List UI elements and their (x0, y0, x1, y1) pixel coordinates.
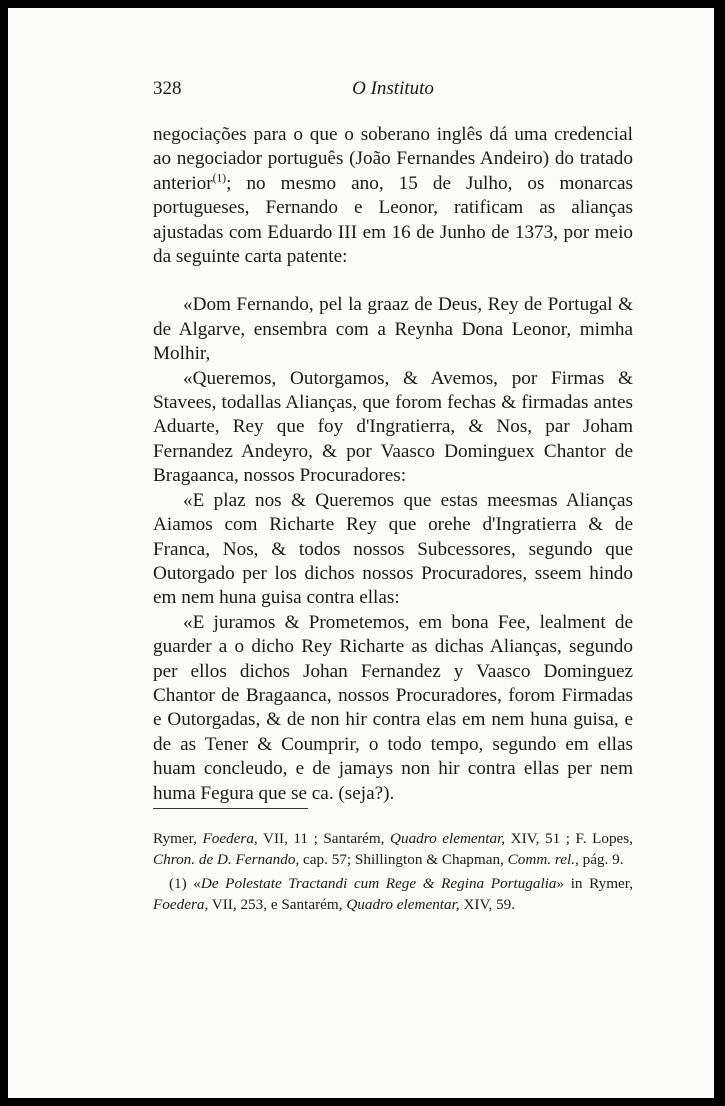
citation-text: cap. 57; Shillington & Chapman, (299, 851, 508, 868)
intro-text-after: ; no mesmo ano, 15 de Julho, os monarcas portugueses, Fernando e Leonor, ratificam as alianças ajustadas com Eduardo III em 16 de Junho de 1373, por meio da seguinte carta patente: (153, 172, 633, 268)
footnote-1 (153, 873, 633, 915)
page-header (153, 78, 633, 102)
footnote-text: VII, 253, e Santarém, (208, 896, 347, 913)
footnote-title: Quadro elementar, (346, 896, 460, 913)
citation-title: Quadro elementar, (390, 830, 506, 847)
footnote-mark: (1) (169, 875, 187, 892)
citation-text: pág. 9. (578, 851, 624, 868)
footnote-text: XIV, 59. (459, 896, 516, 913)
citation-title: Chron. de D. Fernando, (153, 851, 300, 868)
charter-quote-3: «E plaz nos & Queremos que estas meesmas Alianças Aiamos com Richarte Rey que orehe d'Ingratierra & de Franca, Nos, & todos nossos Subcessores, segundo que Outorgado per los dichos nossos Procuradores, sseem hindo em nem huna guisa contra ellas: (153, 489, 633, 609)
charter-quote-4: «E juramos & Prometemos, em bona Fee, lealment de guarder a o dicho Rey Richarte as dichas Alianças, segundo per ellos dichos Johan Fernandez y Vaasco Dominguez Chantor de Bragaanca, nossos Procuradores, forom Firmadas e Outorgadas, & de non hir contra elas em nem huna guisa, e de as Tener & Coumprir, o todo tempo, segundo em ellas huam concleudo, e de jamays non hir contra ellas per nem huma Fegura que se ca. (seja?). (153, 611, 633, 804)
document-page (8, 8, 714, 1098)
footnote-text: « (186, 875, 201, 892)
charter-quote-2: «Queremos, Outorgamos, & Avemos, por Firmas & Stavees, todallas Alianças, que forom fechas & firmadas antes Aduarte, Rey que foy d'Ingratierra, & Nos, par Joham Fernandez Andeyro, & por Vaasco Dominguex Chantor de Bragaanca, nossos Procuradores: (153, 367, 633, 487)
page-number: 328 (153, 78, 182, 99)
running-title: O Instituto (352, 78, 434, 99)
source-citation (153, 828, 633, 870)
footnote-divider (153, 808, 308, 809)
footnote-text: » in Rymer, (556, 875, 634, 892)
footnote-reference: (1) (212, 172, 227, 185)
footnotes (153, 828, 633, 915)
intro-text-before: negociações para o que o soberano inglês dá uma credencial ao negociador português (João Fernandes Andeiro) do tratado anterior (153, 124, 633, 194)
charter-quote-1: «Dom Fernando, pel la graaz de Deus, Rey de Portugal & de Algarve, ensembra com a Reynha Dona Leonor, mimha Molhir, (153, 294, 633, 365)
intro-paragraph (153, 123, 633, 269)
citation-title: Foedera, (202, 830, 258, 847)
citation-title: Comm. rel., (507, 851, 579, 868)
footnote-title: De Polestate Tractandi cum Rege & Regina Portugalia (200, 875, 557, 892)
footnote-title: Foedera, (153, 896, 209, 913)
citation-text: XIV, 51 ; F. Lopes, (505, 830, 633, 847)
main-text (153, 123, 633, 806)
citation-text: Rymer, (153, 830, 203, 847)
citation-text: VII, 11 ; Santarém, (257, 830, 391, 847)
